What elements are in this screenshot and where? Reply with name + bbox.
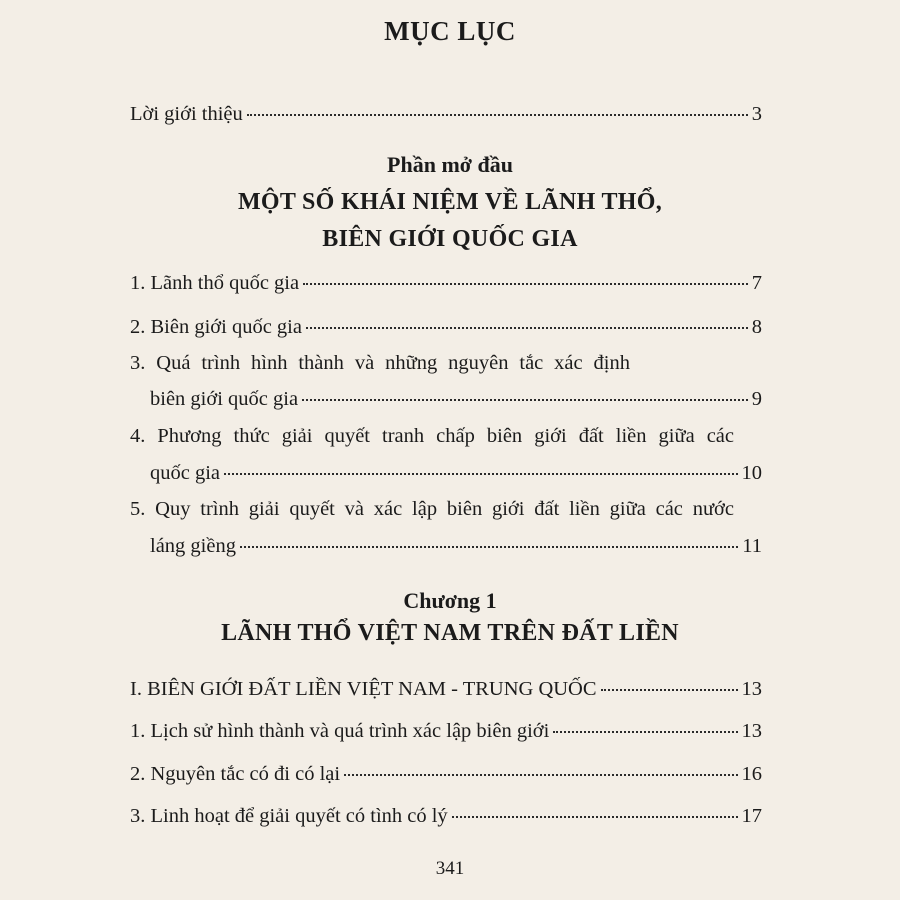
toc-entry-page: 13: [741, 677, 762, 700]
dot-leader: [452, 795, 738, 818]
toc-entry-page: 7: [751, 271, 762, 294]
dot-leader: [306, 306, 748, 329]
part-title-line2: BIÊN GIỚI QUỐC GIA: [322, 226, 578, 252]
dot-leader: [240, 525, 738, 548]
toc-entry-label: 3. Linh hoạt để giải quyết có tình có lý: [130, 804, 448, 827]
toc-entry-label: quốc gia: [150, 461, 221, 484]
chapter-heading: Chương 1: [403, 588, 497, 613]
toc-entry-label: I. BIÊN GIỚI ĐẤT LIỀN VIỆT NAM - TRUNG QUỐC: [130, 677, 597, 700]
toc-entry-line1: 3. Quá trình hình thành và những nguyên tắc xác định: [130, 352, 630, 374]
part-title-line1: MỘT SỐ KHÁI NIỆM VỀ LÃNH THỔ,: [237, 189, 663, 215]
toc-entry-label: biên giới quốc gia: [150, 387, 299, 410]
toc-entry-page: 11: [742, 534, 762, 557]
chapter-title: LÃNH THỔ VIỆT NAM TRÊN ĐẤT LIỀN: [221, 620, 679, 646]
dot-leader: [302, 378, 748, 401]
dot-leader: [601, 668, 738, 691]
toc-entry-line1: 4. Phương thức giải quyết tranh chấp biên giới đất liền giữa các: [130, 425, 734, 447]
toc-entry-line1: 5. Quy trình giải quyết và xác lập biên giới đất liền giữa các nước: [130, 498, 734, 520]
toc-entry: [130, 799, 762, 828]
toc-entry: [150, 529, 762, 558]
toc-entry: [130, 310, 762, 339]
toc-entry: [130, 714, 762, 743]
toc-entry-page: 9: [751, 387, 762, 410]
dot-leader: [224, 452, 737, 475]
toc-entry: [150, 456, 762, 485]
toc-entry: [150, 382, 762, 411]
toc-entry-label: Lời giới thiệu: [130, 102, 243, 125]
toc-entry: [130, 266, 762, 295]
toc-entry-page: 8: [751, 315, 762, 338]
toc-entry-label: láng giềng: [150, 534, 236, 557]
dot-leader: [553, 710, 737, 733]
toc-entry-page: 17: [741, 804, 762, 827]
toc-entry-label: 2. Nguyên tắc có đi có lại: [130, 762, 341, 785]
toc-entry-label: 1. Lịch sử hình thành và quá trình xác lập biên giới: [130, 719, 550, 742]
toc-entry-page: 16: [741, 762, 762, 785]
toc-entry-intro: [130, 97, 762, 126]
toc-entry-page: 10: [741, 461, 762, 484]
dot-leader: [344, 753, 737, 776]
toc-entry-page: 13: [741, 719, 762, 742]
part-heading: Phần mở đầu: [387, 152, 513, 177]
toc-entry-page: 3: [751, 102, 762, 125]
dot-leader: [247, 93, 748, 116]
page-number: 341: [435, 858, 465, 879]
toc-section: [130, 672, 762, 701]
toc-entry-label: 2. Biên giới quốc gia: [130, 315, 302, 338]
toc-entry-label: 1. Lãnh thổ quốc gia: [130, 271, 300, 294]
toc-title: MỤC LỤC: [384, 16, 516, 46]
toc-entry: [130, 757, 762, 786]
dot-leader: [303, 262, 748, 285]
